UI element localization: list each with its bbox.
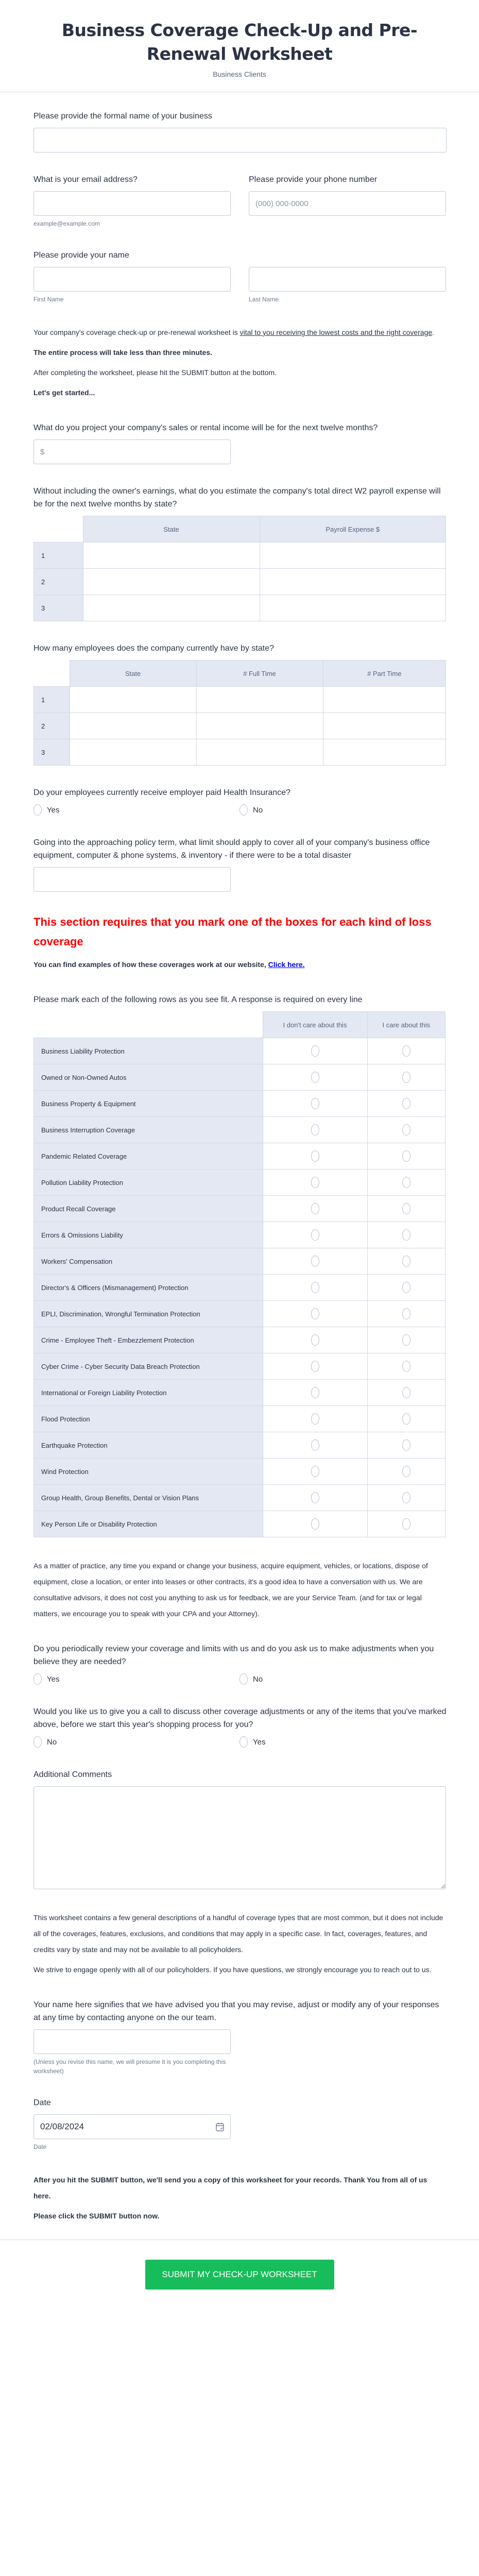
- email-sublabel: example@example.com: [33, 220, 100, 227]
- form-content: [0, 92, 479, 2240]
- closing-submit-note: Please click the SUBMIT button now.: [33, 2212, 160, 2220]
- intro-submit-note: After completing the worksheet, please hit the SUBMIT button at the bottom.: [33, 368, 277, 377]
- matrix-cell[interactable]: [263, 1143, 367, 1170]
- row-label: Earthquake Protection: [34, 1432, 263, 1459]
- radio-button[interactable]: [239, 1673, 248, 1685]
- matrix-row: [34, 1091, 446, 1117]
- radio-button[interactable]: [33, 1736, 42, 1748]
- row-label: Workers' Compensation: [34, 1248, 263, 1275]
- row-label: 2: [34, 569, 83, 595]
- call-option-no[interactable]: [33, 1736, 239, 1748]
- row-label: Product Recall Coverage: [34, 1196, 263, 1222]
- practice-section: [33, 1558, 447, 1622]
- comments-textarea[interactable]: [33, 1786, 446, 1889]
- payroll-cell-input[interactable]: [260, 569, 446, 595]
- payroll-cell-input[interactable]: [260, 543, 446, 569]
- radio-button[interactable]: [33, 1673, 42, 1685]
- sales-field: [33, 421, 447, 464]
- row-label: 2: [34, 713, 70, 739]
- business-name-field: [33, 110, 447, 152]
- form-footer: [0, 2240, 479, 2310]
- practice-paragraph: As a matter of practice, any time you expand or change your business, acquire equipment, vehicles, or locations, dispose of equipment, close a location, or enter into leases or other contracts, it's a good idea to have a conversation with us. We are consultative advisors, it does not cost you anything to ask us for feedback, we are your Service Team. (and for tax or legal matters, we encourage you to speak with your CPA and your Attorney).: [33, 1562, 428, 1618]
- health-field: [33, 786, 447, 816]
- matrix-row: [34, 1432, 446, 1459]
- form-header: [0, 0, 479, 92]
- intro-period: .: [432, 328, 435, 336]
- intro-text: Your company's coverage check-up or pre-renewal worksheet is: [33, 328, 240, 336]
- radio-button[interactable]: [311, 1413, 319, 1425]
- disclaimer-paragraph: This worksheet contains a few general descriptions of a handful of coverage types that are most common, but it does not include all of the coverages, features, exclusions, and conditions that may apply in a specific case. In fact, coverages, features, and credits vary by state and may not be available to all policyholders.: [33, 1913, 443, 1954]
- sales-label: What do you project your company's sales or rental income will be for the next twelve months?: [33, 423, 378, 432]
- radio-button[interactable]: [402, 1492, 410, 1503]
- matrix-cell[interactable]: [263, 1485, 367, 1511]
- radio-button[interactable]: [402, 1098, 410, 1109]
- row-label: Flood Protection: [34, 1406, 263, 1432]
- review-option-no[interactable]: [239, 1673, 446, 1685]
- blank-header: [34, 1012, 263, 1038]
- phone-label: Please provide your phone number: [249, 175, 378, 184]
- page-subtitle: Business Clients: [213, 70, 266, 78]
- column-header: I care about this: [367, 1012, 446, 1038]
- matrix-cell[interactable]: [367, 1064, 446, 1091]
- radio-button[interactable]: [311, 1098, 319, 1109]
- matrix-cell[interactable]: [367, 1248, 446, 1275]
- radio-button[interactable]: [311, 1124, 319, 1136]
- matrix-cell[interactable]: [263, 1222, 367, 1248]
- matrix-cell[interactable]: [263, 1406, 367, 1432]
- option-label: Yes: [47, 1674, 60, 1684]
- table-row: [34, 543, 446, 569]
- row-label: Key Person Life or Disability Protection: [34, 1511, 263, 1537]
- review-label: Do you periodically review your coverage and limits with us and do you ask us to make adjustments when you believe they are needed?: [33, 1645, 434, 1666]
- disclaimer-section: [33, 1910, 447, 1978]
- row-label: Business Liability Protection: [34, 1038, 263, 1064]
- matrix-cell[interactable]: [367, 1091, 446, 1117]
- matrix-row: [34, 1064, 446, 1091]
- phone-field: [249, 173, 446, 228]
- matrix-field: [33, 993, 447, 1537]
- employees-cell-input[interactable]: [196, 739, 323, 766]
- signature-label: Your name here signifies that we have advised you that you may revise, adjust or modify any of your responses at any time by contacting anyone on the our team.: [33, 2001, 439, 2022]
- intro-duration-note: The entire process will take less than three minutes.: [33, 348, 213, 357]
- row-label: 3: [34, 595, 83, 621]
- radio-button[interactable]: [402, 1045, 410, 1057]
- call-field: [33, 1705, 447, 1748]
- radio-button[interactable]: [402, 1256, 410, 1267]
- blank-header: [34, 516, 83, 543]
- matrix-cell[interactable]: [263, 1275, 367, 1301]
- radio-button[interactable]: [402, 1150, 410, 1162]
- date-section: [33, 2096, 447, 2151]
- payroll-cell-input[interactable]: [83, 595, 260, 621]
- first-name-sublabel: First Name: [33, 296, 64, 303]
- matrix-cell[interactable]: [367, 1170, 446, 1196]
- limit-input[interactable]: [33, 867, 231, 892]
- option-label: No: [47, 1737, 57, 1747]
- column-header: State: [70, 660, 196, 687]
- closing-section: [33, 2172, 447, 2224]
- payroll-cell-input[interactable]: [260, 595, 446, 621]
- page-title: Business Coverage Check-Up and Pre-Renewal Worksheet: [61, 20, 418, 64]
- radio-button[interactable]: [311, 1177, 319, 1188]
- column-header: I don't care about this: [263, 1012, 367, 1038]
- last-name-input[interactable]: [249, 267, 446, 292]
- call-option-yes[interactable]: [239, 1736, 446, 1748]
- examples-note: [33, 957, 447, 973]
- matrix-row: [34, 1327, 446, 1353]
- matrix-cell[interactable]: [263, 1380, 367, 1406]
- section-notice-heading: This section requires that you mark one of the boxes for each kind of loss coverage: [33, 916, 432, 948]
- matrix-cell[interactable]: [263, 1327, 367, 1353]
- row-label: Business Property & Equipment: [34, 1091, 263, 1117]
- row-label: International or Foreign Liability Protection: [34, 1380, 263, 1406]
- health-option-no[interactable]: [239, 804, 446, 816]
- date-input[interactable]: [33, 2114, 231, 2139]
- intro-underlined-text: vital to you receiving the lowest costs and the right coverage: [239, 328, 433, 336]
- examples-link[interactable]: Click here.: [268, 960, 305, 969]
- matrix-row: [34, 1196, 446, 1222]
- option-label: Yes: [47, 805, 60, 815]
- name-field: [33, 249, 447, 304]
- payroll-table: [33, 516, 446, 621]
- matrix-cell[interactable]: [367, 1222, 446, 1248]
- matrix-cell[interactable]: [263, 1091, 367, 1117]
- radio-button[interactable]: [402, 1334, 410, 1346]
- matrix-cell[interactable]: [367, 1327, 446, 1353]
- matrix-cell[interactable]: [367, 1117, 446, 1143]
- row-label: EPLI, Discrimination, Wrongful Termination Protection: [34, 1301, 263, 1327]
- email-label: What is your email address?: [33, 175, 138, 184]
- review-option-yes[interactable]: [33, 1673, 239, 1685]
- matrix-row: [34, 1038, 446, 1064]
- limit-field: [33, 836, 447, 892]
- table-row: [34, 595, 446, 621]
- matrix-label: Please mark each of the following rows as you see fit. A response is required on every line: [33, 995, 363, 1004]
- comments-field: [33, 1768, 447, 1889]
- sales-input[interactable]: [33, 439, 231, 464]
- row-label: Pollution Liability Protection: [34, 1170, 263, 1196]
- matrix-cell[interactable]: [367, 1432, 446, 1459]
- radio-button[interactable]: [402, 1439, 410, 1451]
- first-name-input[interactable]: [33, 267, 231, 292]
- employees-cell-input[interactable]: [323, 713, 446, 739]
- matrix-cell[interactable]: [367, 1275, 446, 1301]
- matrix-cell[interactable]: [367, 1038, 446, 1064]
- date-value: 02/08/2024: [40, 2122, 84, 2131]
- radio-button[interactable]: [311, 1256, 319, 1267]
- matrix-row: [34, 1380, 446, 1406]
- matrix-row: [34, 1511, 446, 1537]
- radio-button[interactable]: [311, 1229, 319, 1241]
- radio-button[interactable]: [402, 1413, 410, 1425]
- matrix-row: [34, 1301, 446, 1327]
- employees-cell-input[interactable]: [70, 687, 196, 713]
- radio-button[interactable]: [402, 1177, 410, 1188]
- review-field: [33, 1642, 447, 1685]
- radio-button[interactable]: [311, 1072, 319, 1083]
- matrix-row: [34, 1459, 446, 1485]
- matrix-row: [34, 1248, 446, 1275]
- row-label: Errors & Omissions Liability: [34, 1222, 263, 1248]
- row-label: Business Interruption Coverage: [34, 1117, 263, 1143]
- matrix-cell[interactable]: [367, 1380, 446, 1406]
- row-label: 3: [34, 739, 70, 766]
- matrix-cell[interactable]: [263, 1196, 367, 1222]
- radio-button[interactable]: [402, 1282, 410, 1293]
- matrix-row: [34, 1485, 446, 1511]
- matrix-cell[interactable]: [263, 1170, 367, 1196]
- business-name-input[interactable]: [33, 128, 447, 152]
- last-name-sublabel: Last Name: [249, 296, 279, 303]
- radio-button[interactable]: [33, 804, 42, 816]
- signature-input[interactable]: [33, 2029, 231, 2054]
- table-row: [34, 739, 446, 766]
- signature-sublabel: (Unless you revise this name, we will presume it is you completing this worksheet): [33, 2058, 226, 2075]
- closing-paragraph: After you hit the SUBMIT button, we'll send you a copy of this worksheet for your records. Thank You from all of us here.: [33, 2176, 427, 2200]
- employees-cell-input[interactable]: [196, 713, 323, 739]
- examples-text: You can find examples of how these coverages work at our website,: [33, 960, 268, 969]
- employees-cell-input[interactable]: [70, 713, 196, 739]
- radio-button[interactable]: [311, 1518, 319, 1530]
- date-label: Date: [33, 2098, 51, 2107]
- matrix-cell[interactable]: [367, 1485, 446, 1511]
- health-option-yes[interactable]: [33, 804, 239, 816]
- radio-button[interactable]: [402, 1518, 410, 1530]
- call-label: Would you like us to give you a call to discuss other coverage adjustments or any of the items that you've marked above, before we start this year's shopping process for you?: [33, 1707, 447, 1729]
- radio-button[interactable]: [402, 1229, 410, 1241]
- matrix-row: [34, 1275, 446, 1301]
- intro-paragraph: [33, 325, 447, 341]
- radio-button[interactable]: [402, 1387, 410, 1398]
- employees-table: [33, 660, 446, 766]
- matrix-row: [34, 1406, 446, 1432]
- column-header: Payroll Expense $: [260, 516, 446, 543]
- coverage-matrix: [33, 1011, 446, 1537]
- column-header: State: [83, 516, 260, 543]
- employees-cell-input[interactable]: [196, 687, 323, 713]
- matrix-cell[interactable]: [367, 1301, 446, 1327]
- matrix-cell[interactable]: [263, 1064, 367, 1091]
- radio-button[interactable]: [311, 1439, 319, 1451]
- matrix-cell[interactable]: [263, 1353, 367, 1380]
- column-header: # Full Time: [196, 660, 323, 687]
- matrix-cell[interactable]: [263, 1248, 367, 1275]
- matrix-cell[interactable]: [367, 1511, 446, 1537]
- matrix-cell[interactable]: [263, 1038, 367, 1064]
- column-header: # Part Time: [323, 660, 446, 687]
- radio-button[interactable]: [402, 1466, 410, 1477]
- table-row: [34, 569, 446, 595]
- row-label: Cyber Crime - Cyber Security Data Breach Protection: [34, 1353, 263, 1380]
- matrix-cell[interactable]: [263, 1117, 367, 1143]
- radio-button[interactable]: [402, 1072, 410, 1083]
- radio-button[interactable]: [311, 1150, 319, 1162]
- payroll-cell-input[interactable]: [83, 569, 260, 595]
- option-label: Yes: [253, 1737, 266, 1747]
- row-label: Director's & Officers (Mismanagement) Protection: [34, 1275, 263, 1301]
- signature-field: [33, 1998, 447, 2076]
- submit-button[interactable]: SUBMIT MY CHECK-UP WORKSHEET: [145, 2260, 334, 2290]
- payroll-field: [33, 485, 447, 621]
- row-label: Owned or Non-Owned Autos: [34, 1064, 263, 1091]
- comments-label: Additional Comments: [33, 1770, 112, 1779]
- row-label: Wind Protection: [34, 1459, 263, 1485]
- radio-button[interactable]: [311, 1466, 319, 1477]
- date-sublabel: Date: [33, 2143, 47, 2150]
- matrix-row: [34, 1143, 446, 1170]
- row-label: Group Health, Group Benefits, Dental or Vision Plans: [34, 1485, 263, 1511]
- radio-button[interactable]: [311, 1492, 319, 1503]
- radio-button[interactable]: [239, 1736, 248, 1748]
- radio-button[interactable]: [311, 1387, 319, 1398]
- radio-button[interactable]: [311, 1361, 319, 1372]
- radio-button[interactable]: [239, 804, 248, 816]
- limit-label: Going into the approaching policy term, what limit should apply to cover all of your company's business office equipment, computer & phone systems, & inventory - if there were to be a total disaster: [33, 838, 430, 860]
- payroll-cell-input[interactable]: [83, 543, 260, 569]
- payroll-label: Without including the owner's earnings, what do you estimate the company's total direct W2 payroll expense will be for the next twelve months by state?: [33, 487, 441, 509]
- matrix-cell[interactable]: [367, 1459, 446, 1485]
- email-field: [33, 173, 231, 228]
- matrix-cell[interactable]: [263, 1511, 367, 1537]
- row-label: 1: [34, 543, 83, 569]
- option-label: No: [253, 1674, 263, 1684]
- employees-field: [33, 642, 447, 766]
- matrix-row: [34, 1222, 446, 1248]
- matrix-row: [34, 1353, 446, 1380]
- employees-cell-input[interactable]: [323, 687, 446, 713]
- section-notice: [33, 912, 447, 973]
- intro-start-note: Let's get started...: [33, 388, 95, 397]
- radio-button[interactable]: [311, 1045, 319, 1057]
- matrix-row: [34, 1170, 446, 1196]
- matrix-cell[interactable]: [263, 1432, 367, 1459]
- matrix-row: [34, 1117, 446, 1143]
- row-label: Pandemic Related Coverage: [34, 1143, 263, 1170]
- row-label: 1: [34, 687, 70, 713]
- employees-label: How many employees does the company currently have by state?: [33, 644, 274, 653]
- matrix-cell[interactable]: [263, 1301, 367, 1327]
- radio-button[interactable]: [311, 1308, 319, 1319]
- outreach-paragraph: We strive to engage openly with all of our policyholders. If you have questions, we strongly encourage you to reach out to us.: [33, 1965, 432, 1974]
- contact-row: [33, 173, 447, 228]
- radio-button[interactable]: [402, 1203, 410, 1214]
- matrix-cell[interactable]: [367, 1353, 446, 1380]
- option-label: No: [253, 805, 263, 815]
- employees-cell-input[interactable]: [70, 739, 196, 766]
- radio-button[interactable]: [402, 1124, 410, 1136]
- calendar-icon[interactable]: [216, 2122, 224, 2131]
- matrix-cell[interactable]: [367, 1196, 446, 1222]
- matrix-cell[interactable]: [367, 1143, 446, 1170]
- intro-section: [33, 325, 447, 401]
- matrix-cell[interactable]: [367, 1406, 446, 1432]
- row-label: Crime - Employee Theft - Embezzlement Protection: [34, 1327, 263, 1353]
- radio-button[interactable]: [311, 1282, 319, 1293]
- matrix-cell[interactable]: [263, 1459, 367, 1485]
- radio-button[interactable]: [402, 1308, 410, 1319]
- health-label: Do your employees currently receive employer paid Health Insurance?: [33, 788, 290, 797]
- table-row: [34, 713, 446, 739]
- radio-button[interactable]: [311, 1334, 319, 1346]
- blank-header: [34, 660, 70, 687]
- radio-button[interactable]: [311, 1203, 319, 1214]
- email-input[interactable]: [33, 191, 231, 216]
- name-label: Please provide your name: [33, 251, 129, 260]
- employees-cell-input[interactable]: [323, 739, 446, 766]
- table-row: [34, 687, 446, 713]
- radio-button[interactable]: [402, 1361, 410, 1372]
- phone-input[interactable]: [249, 191, 446, 216]
- business-name-label: Please provide the formal name of your business: [33, 112, 212, 121]
